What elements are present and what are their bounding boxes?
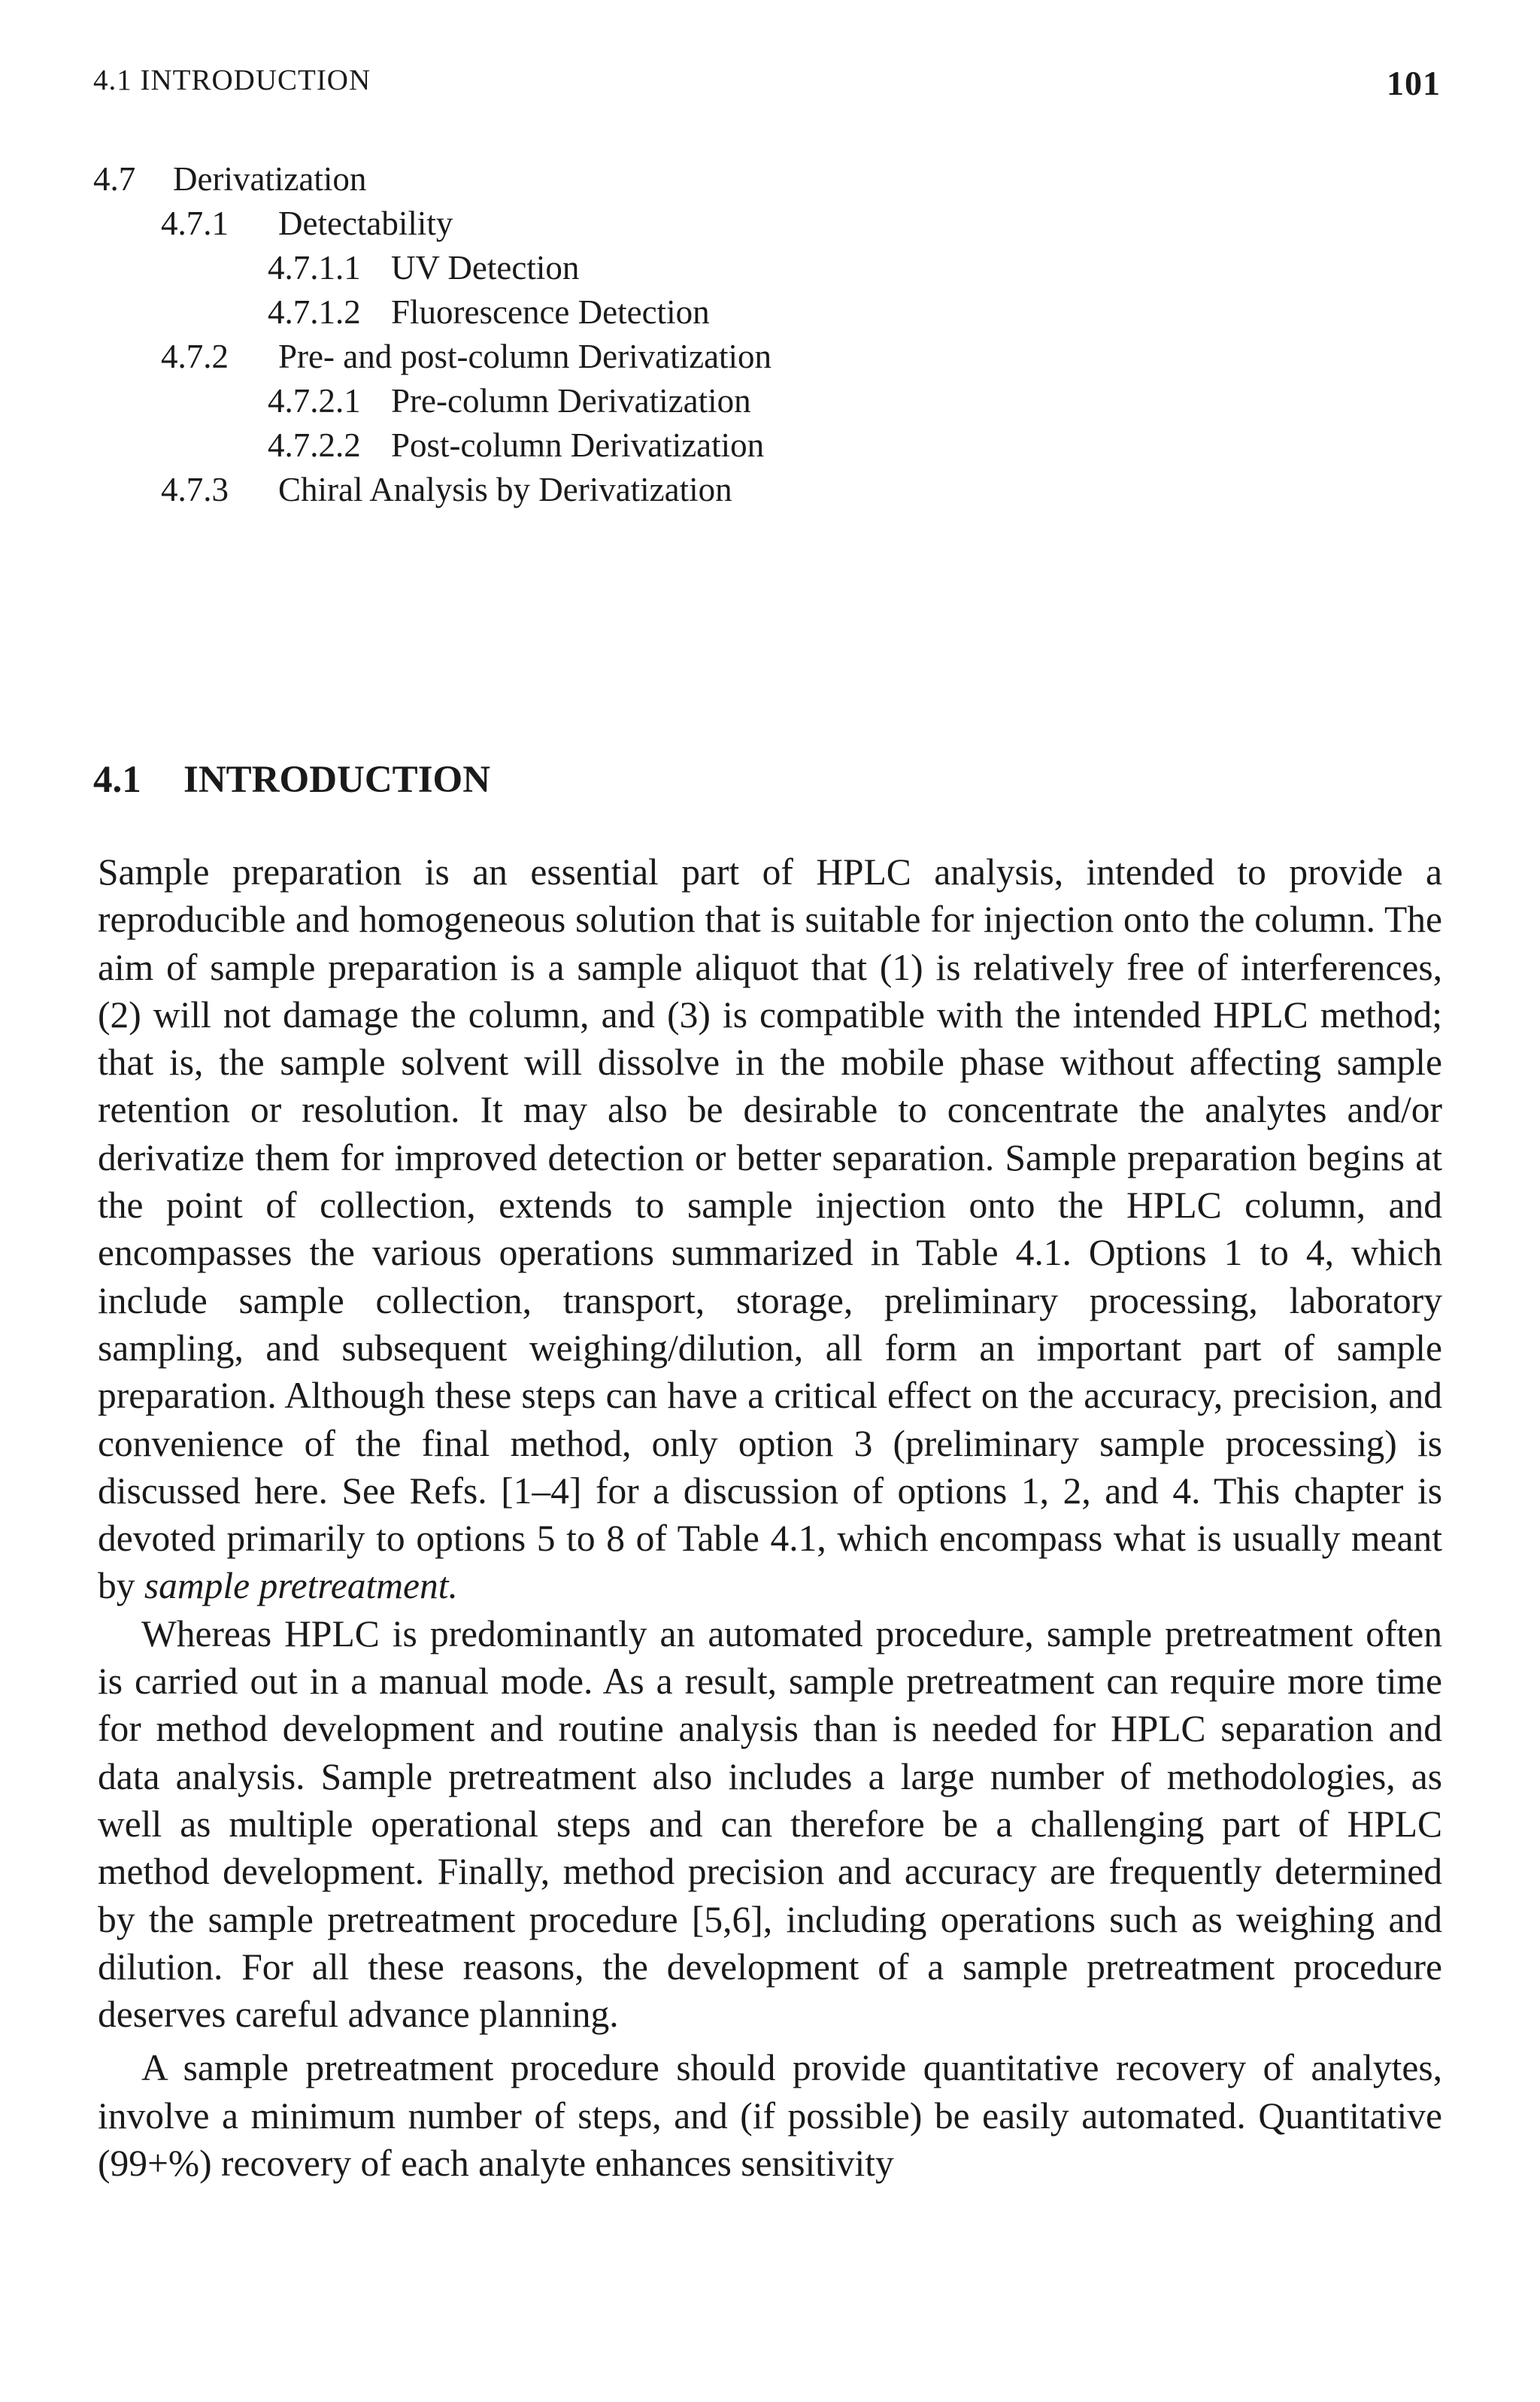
toc-entry-number: 4.7.3 [161,471,229,508]
toc-entry [268,293,710,338]
toc-entry-title: Chiral Analysis by Derivatization [278,471,732,508]
toc-entry-number: 4.7.1 [161,205,229,242]
paragraph: Whereas HPLC is predominantly an automated procedure, sample pretreatment often is carried out in a manual mode. As a result, sample pretreatment can require more time for method development and routine analysis than is needed for HPLC separation and data analysis. Sample pretreatment also includes a large number of methodologies, as well as multiple operational steps and can therefore be a challenging part of HPLC method development. Finally, method precision and accuracy are frequently determined by the sample pretreatment procedure [5,6], including operations such as weighing and dilution. For all these reasons, the development of a sample pretreatment procedure deserves careful advance planning. [98,1612,1442,2036]
toc-entry-number: 4.7 [93,160,136,198]
paragraph: A sample pretreatment procedure should provide quantitative recovery of analytes, involve a minimum number of steps, and (if possible) be easily automated. Quantitative (99+%) recovery of each analyte enhances sensitivity [98,2047,1442,2185]
body-text [98,848,1442,2187]
toc-entry-title: Derivatization [173,160,367,198]
toc-entry-number: 4.7.1.2 [268,293,361,331]
toc-entry-title: Detectability [278,205,453,242]
toc-entry [268,381,751,426]
toc-entry-title: UV Detection [391,249,580,287]
toc-entry-title: Pre- and post-column Derivatization [278,338,772,375]
toc-entry-title: Fluorescence Detection [391,293,710,331]
toc-entry-title: Pre-column Derivatization [391,382,751,420]
toc-entry [93,159,366,205]
section-number: 4.1 [93,759,141,801]
section-heading [93,758,490,802]
section-title: INTRODUCTION [183,759,491,801]
toc-entry [161,204,453,249]
paragraph [98,848,1442,1610]
toc-entry-number: 4.7.2.2 [268,426,361,464]
toc-entry [161,337,772,382]
toc-entry-number: 4.7.2 [161,338,229,375]
toc-entry [161,470,732,515]
toc-entry-number: 4.7.2.1 [268,382,361,420]
page-number: 101 [1387,64,1441,102]
paragraph-text: Sample preparation is an essential part of HPLC analysis, intended to provide a reproducible and homogeneous solution that is suitable for injection onto the column. The aim of sample preparation is a sample aliquot that (1) is relatively free of interferences, (2) will not damage the column, and (3) is compatible with the intended HPLC method; that is, the sample solvent will dissolve in the mobile phase without affecting sample retention or resolution. It may also be desirable to concentrate the analytes and/or derivatize them for improved detection or better separation. Sample preparation begins at the point of collection, extends to sample injection onto the HPLC column, and encompasses the various operations summarized in Table 4.1. Options 1 to 4, which include sample collection, transport, storage, preliminary processing, laboratory sampling, and subsequent weighing/dilution, all form an important part of sample preparation. Although these steps can have a critical effect on the accuracy, precision, and convenience of the final method, only option 3 (preliminary sample processing) is discussed here. See Refs. [1–4] for a discussion of options 1, 2, and 4. This chapter is devoted primarily to options 5 to 8 of Table 4.1, which encompass what is usually meant by [98,851,1442,1607]
toc-entry-title: Post-column Derivatization [391,426,765,464]
emphasized-term: sample pretreatment. [144,1565,458,1607]
toc-entry [268,248,579,293]
running-head [93,63,1447,116]
running-head-section: 4.1 INTRODUCTION [93,64,371,96]
toc-entry-number: 4.7.1.1 [268,249,361,287]
toc-entry [268,426,764,471]
